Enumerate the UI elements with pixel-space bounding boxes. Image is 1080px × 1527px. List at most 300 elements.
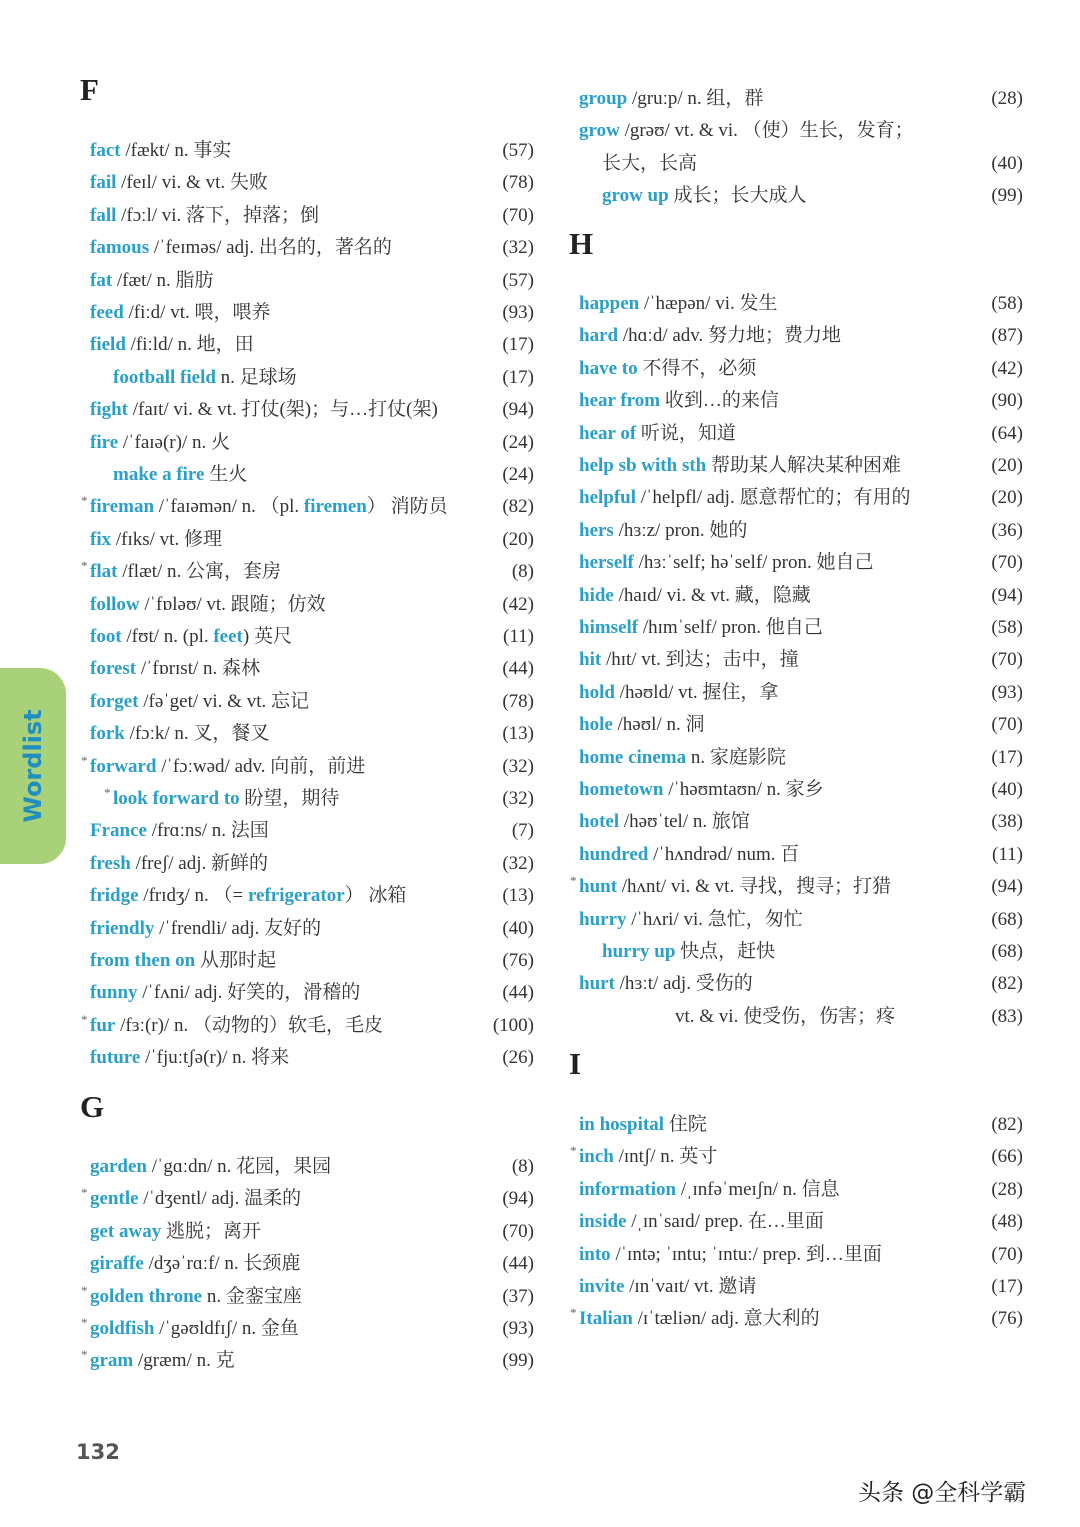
headword: in hospital [579,1114,665,1135]
headword: flat [90,561,118,583]
unit-page-ref: (13) [502,723,534,745]
definition: /fæt/ n. 脂肪 [112,269,214,291]
definition: /dʒəˈrɑːf/ n. 长颈鹿 [143,1253,301,1275]
unit-page-ref: (40) [502,917,534,939]
definition: /ˈfɒrɪst/ n. 森林 [136,658,261,680]
definition: 住院 [664,1114,707,1135]
headword: forward [90,755,157,777]
star-marker: * [570,1143,577,1159]
unit-page-ref: (24) [502,431,534,453]
definition: ） 冰箱 [344,885,407,907]
definition: 生火 [204,464,248,485]
unit-page-ref: (24) [502,464,534,485]
headword: fact [90,140,121,161]
headword: hurry [579,908,627,930]
unit-page-ref: (94) [502,1188,534,1210]
definition: /fɪks/ vt. 修理 [111,528,222,550]
star-marker: * [81,1011,88,1027]
wordlist-entry [579,450,1023,482]
wordlist-entry [90,427,534,459]
definition: /ˈfeɪməs/ adj. 出名的，著名的 [149,237,392,259]
section-header: I [569,1046,582,1081]
wordlist-entry [579,385,1023,417]
definition: /frɑːns/ n. 法国 [146,820,269,842]
section-header: G [80,1089,105,1124]
headword: field [90,334,126,356]
unit-page-ref: (42) [502,593,534,615]
unit-page-ref: (87) [991,325,1023,347]
unit-page-ref: (66) [991,1146,1023,1168]
headword: fat [90,269,113,291]
wordlist-entry [90,880,534,912]
wordlist-entry [579,482,1023,514]
unit-page-ref: (11) [503,626,534,647]
definition: /ˈdʒentl/ adj. 温柔的 [138,1188,302,1210]
unit-page-ref: (58) [991,617,1023,638]
wordlist-entry [570,871,1023,903]
definition: /hʌnt/ vi. & vt. 寻找，搜寻；打猎 [617,876,891,898]
definition: /ɪntʃ/ n. 英寸 [613,1146,718,1168]
unit-page-ref: (90) [991,390,1023,412]
wordlist-entry [579,547,1023,579]
definition: 长大，长高 [602,152,698,174]
headword: goldfish [90,1318,155,1339]
definition: /fɔːl/ vi. 落下，掉落；倒 [116,204,320,226]
headword: football field [113,366,216,388]
definition: /ˈhelpfl/ adj. 愿意帮忙的；有用的 [636,487,911,509]
wordlist-side-tab [0,668,66,864]
definition: 从那时起 [195,950,276,971]
headword: hide [579,584,614,606]
headword: forest [90,658,137,680]
unit-page-ref: (76) [991,1308,1023,1330]
headword: Italian [579,1308,633,1330]
headword: home cinema [579,746,687,768]
wordlist-entry [579,515,1023,547]
headword: fall [90,204,117,226]
unit-page-ref: (7) [511,820,534,842]
headword: foot [90,626,122,647]
headword: fire [90,431,119,453]
unit-page-ref: (37) [502,1285,534,1307]
wordlist-entry [90,718,534,750]
unit-page-ref: (70) [991,552,1023,574]
unit-page-ref: (32) [502,852,534,874]
unit-page-ref: (40) [991,152,1023,174]
definition: /hɜːt/ adj. 受伤的 [614,973,753,995]
headword: hit [579,649,602,671]
unit-page-ref: (82) [991,973,1023,995]
headword: famous [90,237,150,259]
definition: vt. & vi. 使受伤，伤害；疼 [675,1005,896,1027]
headword: giraffe [90,1253,144,1275]
wordlist-entry [81,556,534,588]
definition: /ˈgəʊldfɪʃ/ n. 金鱼 [154,1318,299,1339]
unit-page-ref: (76) [502,950,534,971]
wordlist-entry [570,1141,1023,1173]
wordlist-entry [90,848,534,880]
headword: hear from [579,390,661,412]
headword: fight [90,399,128,421]
unit-page-ref: (70) [991,714,1023,736]
headword: fail [90,172,117,194]
wordlist-entry [81,751,534,783]
star-marker: * [81,1185,88,1201]
unit-page-ref: (44) [502,1253,534,1275]
wordlist-entry [579,806,1023,838]
headword: refrigerator [247,885,345,907]
headword: garden [90,1156,147,1177]
definition: /fiːld/ n. 地，田 [125,334,254,356]
wordlist-entry [90,686,534,718]
wordlist-entry [579,839,1023,871]
wordlist-entry [579,288,1023,320]
unit-page-ref: (17) [991,1276,1023,1297]
wordlist-entry [81,1183,534,1215]
definition: n. 足球场 [215,366,297,388]
wordlist-entry [81,1281,534,1313]
headword: hunt [579,876,618,898]
unit-page-ref: (38) [991,811,1023,833]
definition: n. 家庭影院 [686,746,786,768]
definition: /ˈfjuːtʃə(r)/ n. 将来 [140,1047,290,1069]
wordlist-entry [90,524,534,556]
wordlist-entry [579,644,1023,676]
wordlist-entry [113,459,534,491]
headword: herself [579,552,634,574]
definition: /fækt/ n. 事实 [120,140,232,161]
wordlist-entry [81,1010,534,1042]
wordlist-entry [90,200,534,232]
unit-page-ref: (70) [991,649,1023,671]
definition: /faɪt/ vi. & vt. 打仗(架)；与…打仗(架) [128,399,438,421]
headword: firemen [303,496,367,518]
headword: grow up [602,185,669,207]
unit-page-ref: (44) [502,982,534,1004]
headword: forget [90,690,139,712]
unit-page-ref: (11) [992,843,1023,865]
definition: /hɑːd/ adv. 努力地；费力地 [618,325,842,347]
wordlist-entry [90,589,534,621]
headword: hundred [579,843,649,865]
headword: fork [90,723,125,745]
definition: /ˈgɑːdn/ n. 花园，果园 [147,1156,332,1177]
wordlist-entry [81,1345,534,1377]
unit-page-ref: (32) [502,755,534,777]
headword: look forward to [113,788,240,809]
unit-page-ref: (57) [502,269,534,291]
wordlist-entry [81,1313,534,1345]
wordlist-entry [602,180,1023,212]
definition: /ˈfɒləʊ/ vt. 跟随；仿效 [139,593,326,615]
star-marker: * [81,558,88,574]
unit-page-ref: (82) [502,496,534,518]
headword: helpful [579,487,637,509]
unit-page-ref: (78) [502,690,534,712]
star-marker: * [81,752,88,768]
section-header: H [569,226,594,261]
unit-page-ref: (36) [991,519,1023,541]
unit-page-ref: (17) [502,334,534,356]
wordlist-entry [90,265,534,297]
star-marker: * [81,1347,88,1363]
definition: 不得不，必须 [637,357,757,379]
unit-page-ref: (13) [502,885,534,907]
unit-page-ref: (20) [991,455,1023,476]
headword: inch [579,1146,614,1168]
definition: /feɪl/ vi. & vt. 失败 [116,172,268,194]
wordlist-entry [579,1109,1023,1141]
definition: /fiːd/ vt. 喂，喂养 [123,302,271,323]
unit-page-ref: (94) [502,399,534,421]
unit-page-ref: (28) [991,88,1023,109]
headword: grow [579,120,620,142]
unit-page-ref: (99) [991,185,1023,207]
headword: feed [90,302,124,323]
wordlist-entry [90,297,534,329]
definition: /ɪnˈvaɪt/ vt. 邀请 [624,1276,757,1297]
definition: n. 金銮宝座 [202,1285,302,1307]
unit-page-ref: (93) [502,1318,534,1339]
headword: hurt [579,973,615,995]
wordlist-entry [90,329,534,361]
unit-page-ref: (64) [991,422,1023,444]
unit-page-ref: (58) [991,293,1023,314]
headword: gram [90,1350,134,1372]
headword: happen [579,293,640,314]
wordlist-entry [81,491,534,523]
wordlist-entry [90,135,534,167]
headword: into [579,1243,611,1265]
wordlist-entry [579,709,1023,741]
definition: /ˈhəʊmtaʊn/ n. 家乡 [663,779,824,800]
wordlist-entry [90,1151,534,1183]
definition: 成长；长大成人 [668,185,807,207]
definition: 收到…的来信 [660,390,779,412]
star-marker: * [81,1315,88,1330]
headword: France [90,820,147,842]
headword: have to [579,357,638,379]
definition: 快点，赶快 [675,941,776,962]
unit-page-ref: (20) [502,528,534,550]
definition: /həʊld/ vt. 握住，拿 [614,681,779,703]
wordlist-entry [570,1303,1023,1335]
definition: ） 消防员 [366,496,448,518]
unit-page-ref: (82) [991,1114,1023,1135]
wordlist-entry [90,167,534,199]
unit-page-ref: (70) [502,204,534,226]
headword: funny [90,982,138,1004]
definition: /freʃ/ adj. 新鲜的 [130,852,268,874]
headword: gentle [90,1188,139,1210]
definition: /ˈhʌri/ vi. 急忙，匆忙 [626,908,803,930]
headword: invite [579,1276,625,1297]
wordlist-entry [579,968,1023,1000]
star-marker: * [104,785,111,800]
wordlist-entry [90,945,534,977]
headword: hear of [579,422,637,444]
definition: /fɔːk/ n. 叉，餐叉 [124,723,270,745]
side-tab-label: Wordlist [19,709,47,823]
wordlist-entry [675,1001,1023,1033]
unit-page-ref: (32) [502,237,534,259]
section-header: F [80,72,99,107]
definition: /fʊt/ n. (pl. [121,626,214,647]
headword: fix [90,528,112,550]
headword: hold [579,681,615,703]
watermark: 头条 @全科学霸 [858,1480,1027,1506]
headword: hurry up [602,941,676,962]
definition: /ˈfʌni/ adj. 好笑的，滑稽的 [137,982,361,1004]
unit-page-ref: (68) [991,941,1023,962]
wordlist-entry [579,677,1023,709]
unit-page-ref: (94) [991,876,1023,898]
definition: 帮助某人解决某种困难 [706,455,902,476]
unit-page-ref: (17) [991,746,1023,768]
star-marker: * [81,1282,88,1298]
headword: from then on [90,950,196,971]
definition: 听说，知道 [636,422,736,444]
headword: make a fire [113,464,205,485]
headword: inside [579,1211,627,1233]
definition: /ˈhʌndrəd/ num. 百 [648,843,800,865]
wordlist-entry [579,1239,1023,1271]
page-number: 132 [76,1440,120,1464]
headword: help sb with sth [579,455,707,476]
wordlist-entry [579,353,1023,385]
wordlist-entry [90,1042,534,1074]
wordlist-entry [579,1206,1023,1238]
headword: follow [90,593,140,615]
wordlist-entry [579,418,1023,450]
headword: fur [90,1014,116,1036]
wordlist-entry [579,83,1023,115]
definition: /fɜː(r)/ n. （动物的）软毛，毛皮 [115,1014,383,1036]
wordlist-entry [579,742,1023,774]
definition: /grəʊ/ vt. & vi. （使）生长，发育； [619,120,914,142]
wordlist-entry [579,115,1023,147]
unit-page-ref: (44) [502,658,534,680]
definition: /həʊˈtel/ n. 旅馆 [619,811,750,833]
headword: hotel [579,811,620,833]
definition: /hɪt/ vt. 到达；击中，撞 [601,649,799,671]
headword: hers [579,519,614,541]
definition: 逃脱；离开 [161,1220,261,1242]
definition: /fəˈget/ vi. & vt. 忘记 [138,690,309,712]
headword: group [579,88,628,109]
unit-page-ref: (17) [502,366,534,388]
unit-page-ref: (70) [502,1220,534,1242]
unit-page-ref: (78) [502,172,534,194]
wordlist-entry [104,783,534,815]
wordlist-entry [90,621,534,653]
headword: get away [90,1220,162,1242]
definition: /græm/ n. 克 [133,1350,235,1372]
definition: /gruːp/ n. 组，群 [627,88,764,109]
unit-page-ref: (70) [991,1243,1023,1265]
wordlist-entry [90,1248,534,1280]
unit-page-ref: (93) [991,681,1023,703]
wordlist-entry [90,977,534,1009]
unit-page-ref: (100) [492,1014,534,1036]
headword: friendly [90,917,155,939]
wordlist-entry [90,815,534,847]
definition: /frɪdʒ/ n. （= [138,885,248,907]
unit-page-ref: (28) [991,1178,1023,1200]
unit-page-ref: (93) [502,302,534,323]
headword: hard [579,325,619,347]
wordlist-entry [579,320,1023,352]
definition: /haɪd/ vi. & vt. 藏，隐藏 [613,584,811,606]
wordlist-entry [90,653,534,685]
definition: /ˈɪntə; ˈɪntu; ˈɪntuː/ prep. 到…里面 [610,1243,882,1265]
wordlist-entry [90,394,534,426]
unit-page-ref: (48) [991,1211,1023,1233]
headword: himself [579,617,639,638]
unit-page-ref: (8) [511,561,534,583]
definition: /ˈfɔːwəd/ adv. 向前，前进 [156,755,366,777]
unit-page-ref: (20) [991,487,1023,509]
definition: /ɪˈtæliən/ adj. 意大利的 [632,1308,820,1330]
unit-page-ref: (99) [502,1350,534,1372]
definition: /ˈhæpən/ vi. 发生 [639,293,778,314]
wordlist-entry [579,1174,1023,1206]
unit-page-ref: (32) [502,788,534,809]
wordlist-entry [90,232,534,264]
wordlist-entry [579,904,1023,936]
unit-page-ref: (68) [991,908,1023,930]
wordlist-entry [90,1216,534,1248]
definition: /hɜːz/ pron. 她的 [613,519,748,541]
unit-page-ref: (83) [991,1005,1023,1027]
wordlist-entry [579,774,1023,806]
wordlist-entry [579,1271,1023,1303]
headword: information [579,1178,677,1200]
definition: 盼望，期待 [239,788,340,809]
unit-page-ref: (40) [991,779,1023,800]
unit-page-ref: (57) [502,140,534,161]
star-marker: * [570,873,577,889]
definition: /flæt/ n. 公寓，套房 [117,561,282,583]
headword: feet [213,626,243,647]
definition: ) 英尺 [242,626,292,647]
definition: /hɪmˈself/ pron. 他自己 [638,617,823,638]
wordlist-entry [602,936,1023,968]
star-marker: * [570,1305,577,1321]
wordlist-entry [113,362,534,394]
headword: hometown [579,779,664,800]
headword: fridge [90,885,139,907]
definition: /hɜːˈself; həˈself/ pron. 她自己 [633,552,874,574]
star-marker: * [81,493,88,509]
definition: /ˌɪnfəˈmeɪʃn/ n. 信息 [676,1178,840,1200]
unit-page-ref: (94) [991,584,1023,606]
definition: /ˌɪnˈsaɪd/ prep. 在…里面 [626,1211,824,1233]
headword: fresh [90,852,131,874]
wordlist-entry [579,580,1023,612]
unit-page-ref: (26) [502,1047,534,1069]
wordlist-entry [90,913,534,945]
definition: /ˈfaɪəmən/ n. （pl. [154,496,304,518]
wordlist-entry [602,148,1023,180]
headword: fireman [90,496,155,518]
definition: /ˈfrendli/ adj. 友好的 [154,917,322,939]
definition: /ˈfaɪə(r)/ n. 火 [118,431,230,453]
headword: future [90,1047,141,1069]
headword: golden throne [90,1285,203,1307]
wordlist-entry [579,612,1023,644]
headword: hole [579,714,613,736]
